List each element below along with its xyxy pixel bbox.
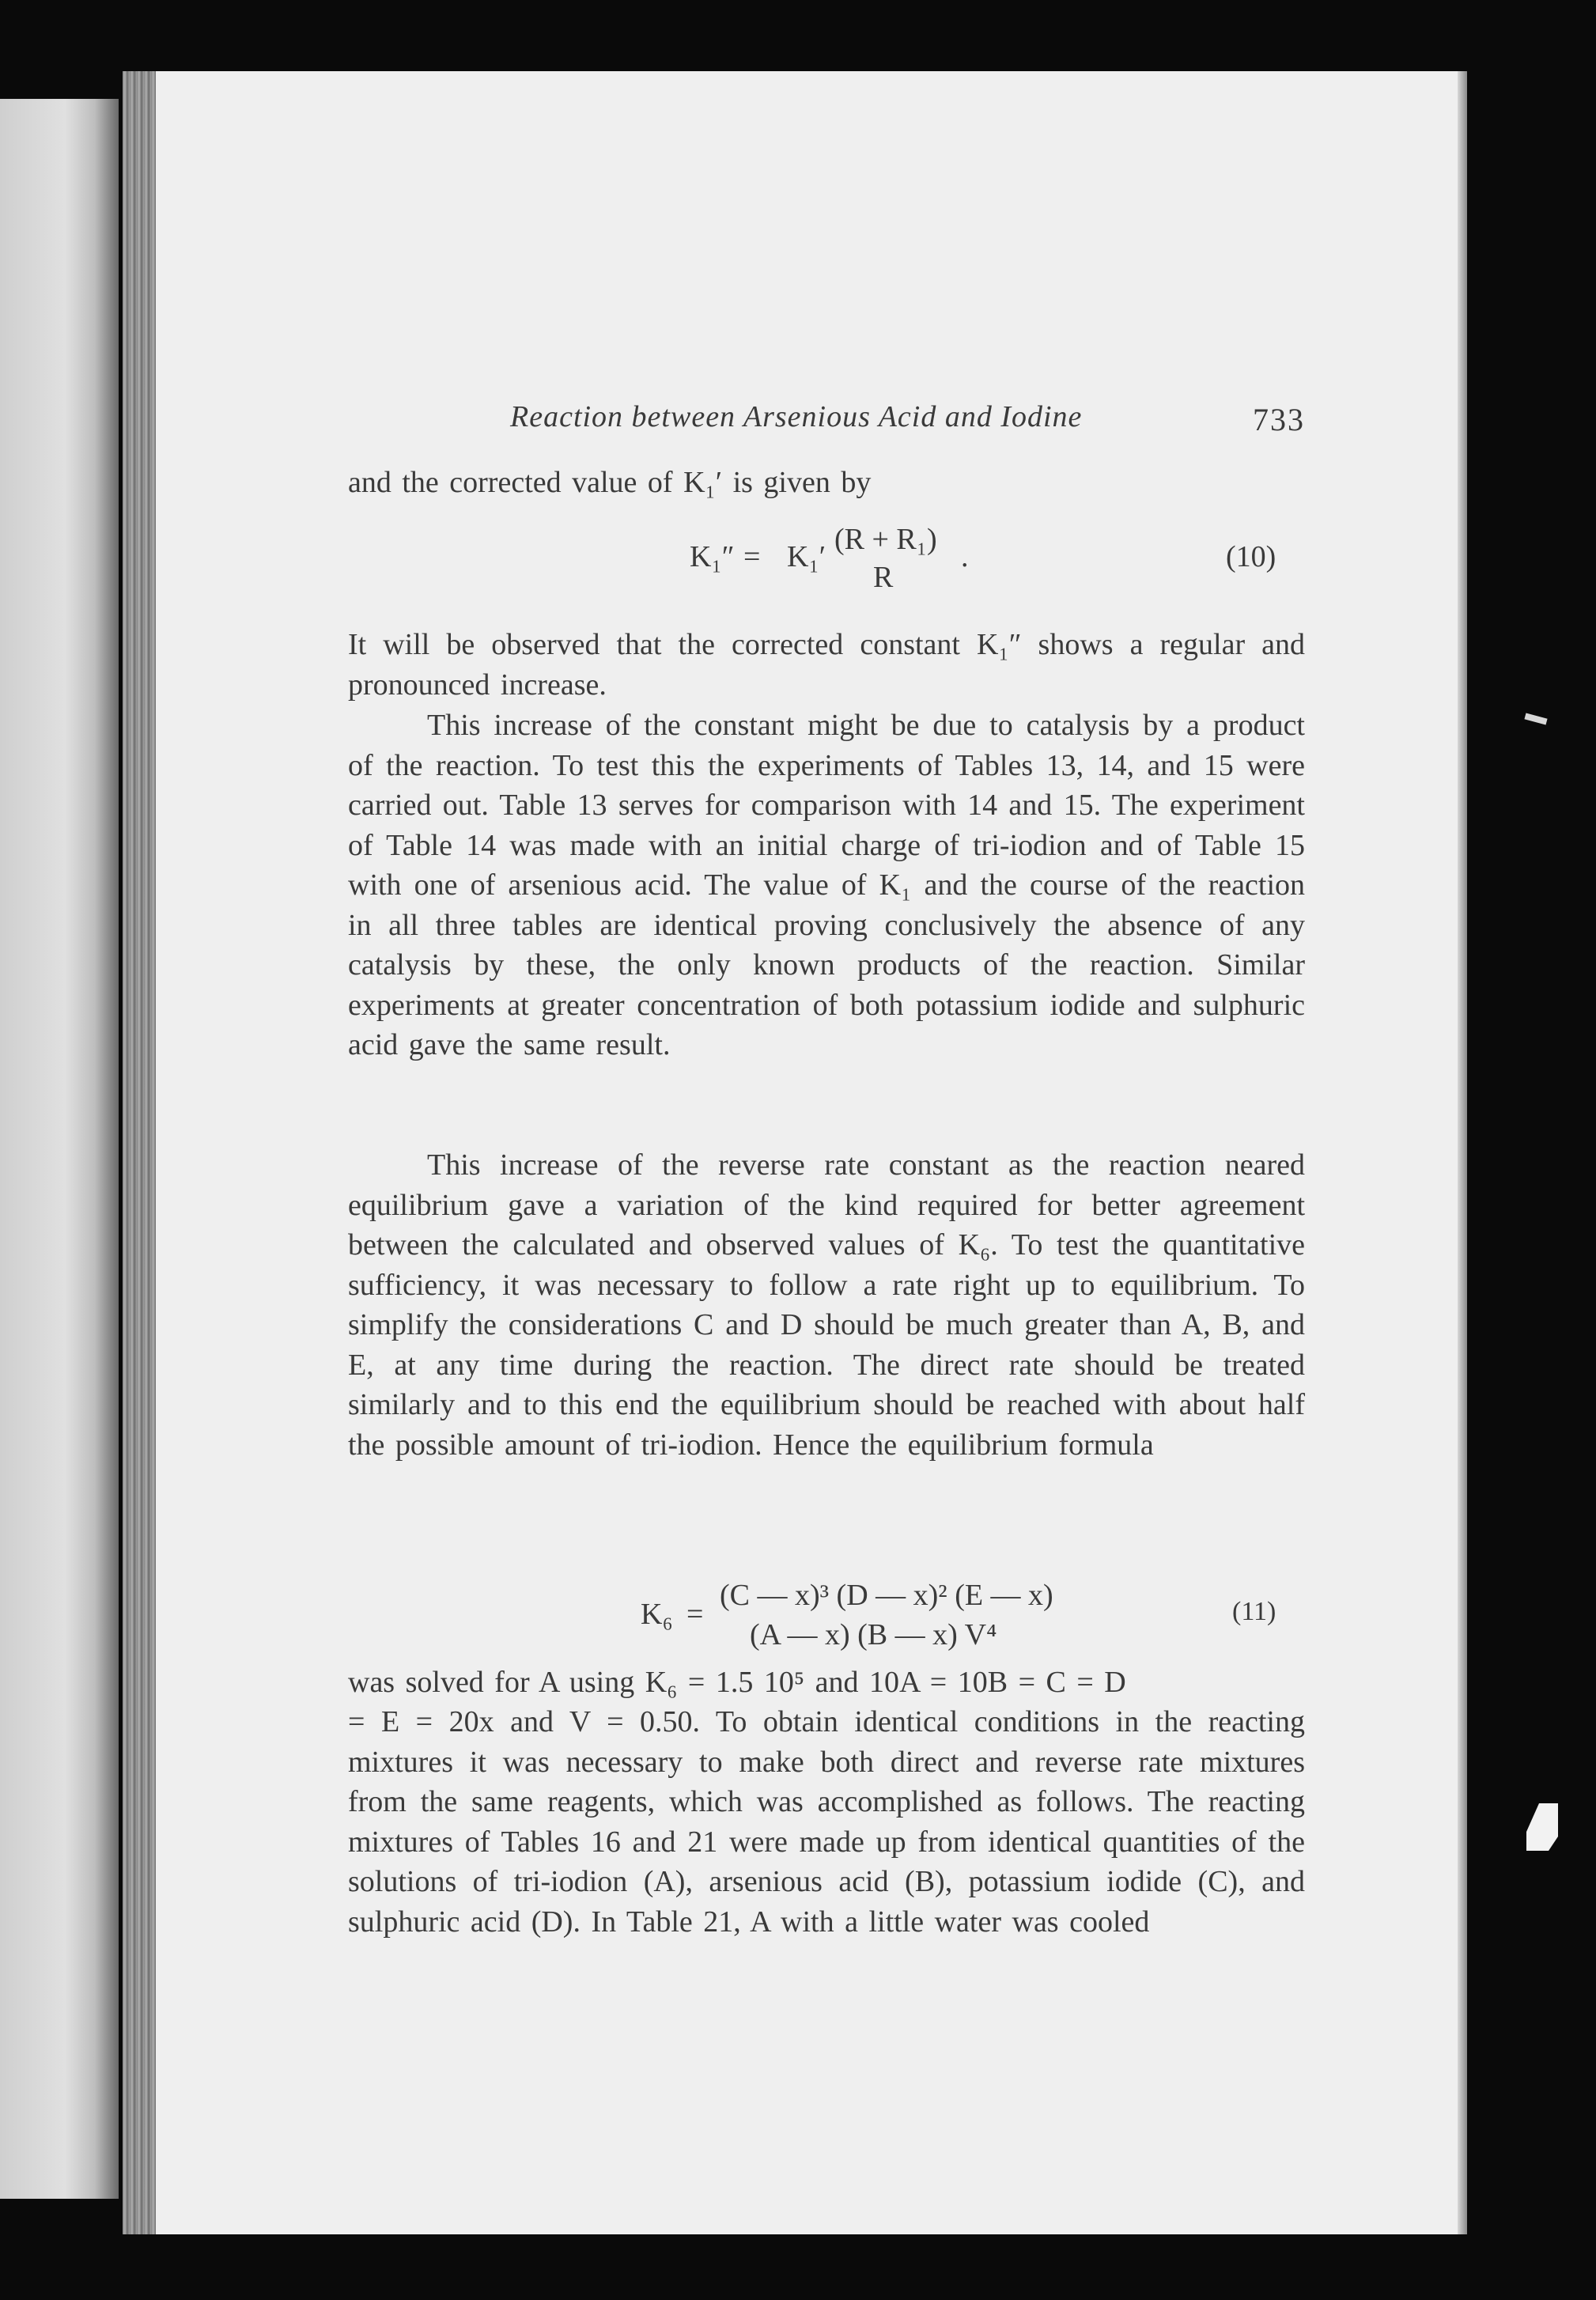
page-gutter-shadow [123,71,156,2234]
eq11-numerator: (C — x)³ (D — x)² (E — x) [720,1579,1053,1612]
left-page-edge [0,99,119,2199]
margin-mark [1524,713,1547,725]
page-number: 733 [1253,402,1305,437]
eq10-denominator: R [873,561,894,594]
eq10-number: (10) [1226,540,1276,573]
margin-tab [1526,1803,1558,1851]
eq10-equals: = [743,540,761,573]
eq10-period: . [961,540,969,573]
eq10-lhs: K₁″ [690,540,735,573]
paragraph-solved-line1: was solved for A using K₆ = 1.5 10⁵ and 10A = 10B = C = D [348,1666,1126,1699]
eq10-factor: K₁′ [787,540,826,573]
paragraph-intro: and the corrected value of K₁′ is given by [348,466,872,499]
eq11-number: (11) [1232,1597,1276,1626]
paragraph-solved-rest: = E = 20x and V = 0.50. To obtain identical conditions in the reacting mixtures it was necessary to make both direct and reverse rate mixtures from the same reagents, which was accomplished as follows. The reacting mixtures of Tables 16 and 21 were made up from identical quantities of the solutions of tri-iodion (A), arsenious acid (B), potassium iodide (C), and sulphuric acid (D). In Table 21, A with a little water was cooled [348,1705,1305,1939]
running-title: Reaction between Arsenious Acid and Iodine [510,400,1083,433]
eq11-denominator: (A — x) (B — x) V⁴ [750,1618,997,1651]
page-header [348,399,1305,447]
eq11-equals: = [686,1598,704,1631]
paragraph-reverse-rate: This increase of the reverse rate constant as the reaction neared equilibrium gave a variation of the kind required for better agreement between the calculated and observed values of K₆. To test the quantitative sufficiency, it was necessary to follow a rate right up to equilibrium. To simplify the considerations C and D should be much greater than A, B, and E, at any time during the reaction. The direct rate should be treated similarly and to this end the equilibrium should be reached with about half the possible amount of tri-iodion. Hence the equilibrium formula [348,1148,1305,1462]
eq10-numerator: (R + R₁) [834,523,937,556]
equation-11 [348,1578,1305,1665]
paragraph-observed: It will be observed that the corrected constant K₁″ shows a regular and pronounced increase. [348,628,1305,702]
paragraph-catalysis: This increase of the constant might be due to catalysis by a product of the reaction. To test this the experiments of Tables 13, 14, and 15 were carried out. Table 13 serves for comparison with 14 and 15. The experiment of Table 14 was made with an initial charge of tri-iodion and of Table 15 with one of arsenious acid. The value of K₁ and the course of the reaction in all three tables are identical proving conclusively the absence of any catalysis by these, the only known products of the reaction. Similar experiments at greater concentration of both potassium iodide and sulphuric acid gave the same result. [348,709,1305,1061]
eq11-lhs: K₆ [641,1598,673,1631]
equation-10 [348,522,1305,609]
book-page [123,71,1467,2234]
page-right-edge [1458,71,1467,2234]
